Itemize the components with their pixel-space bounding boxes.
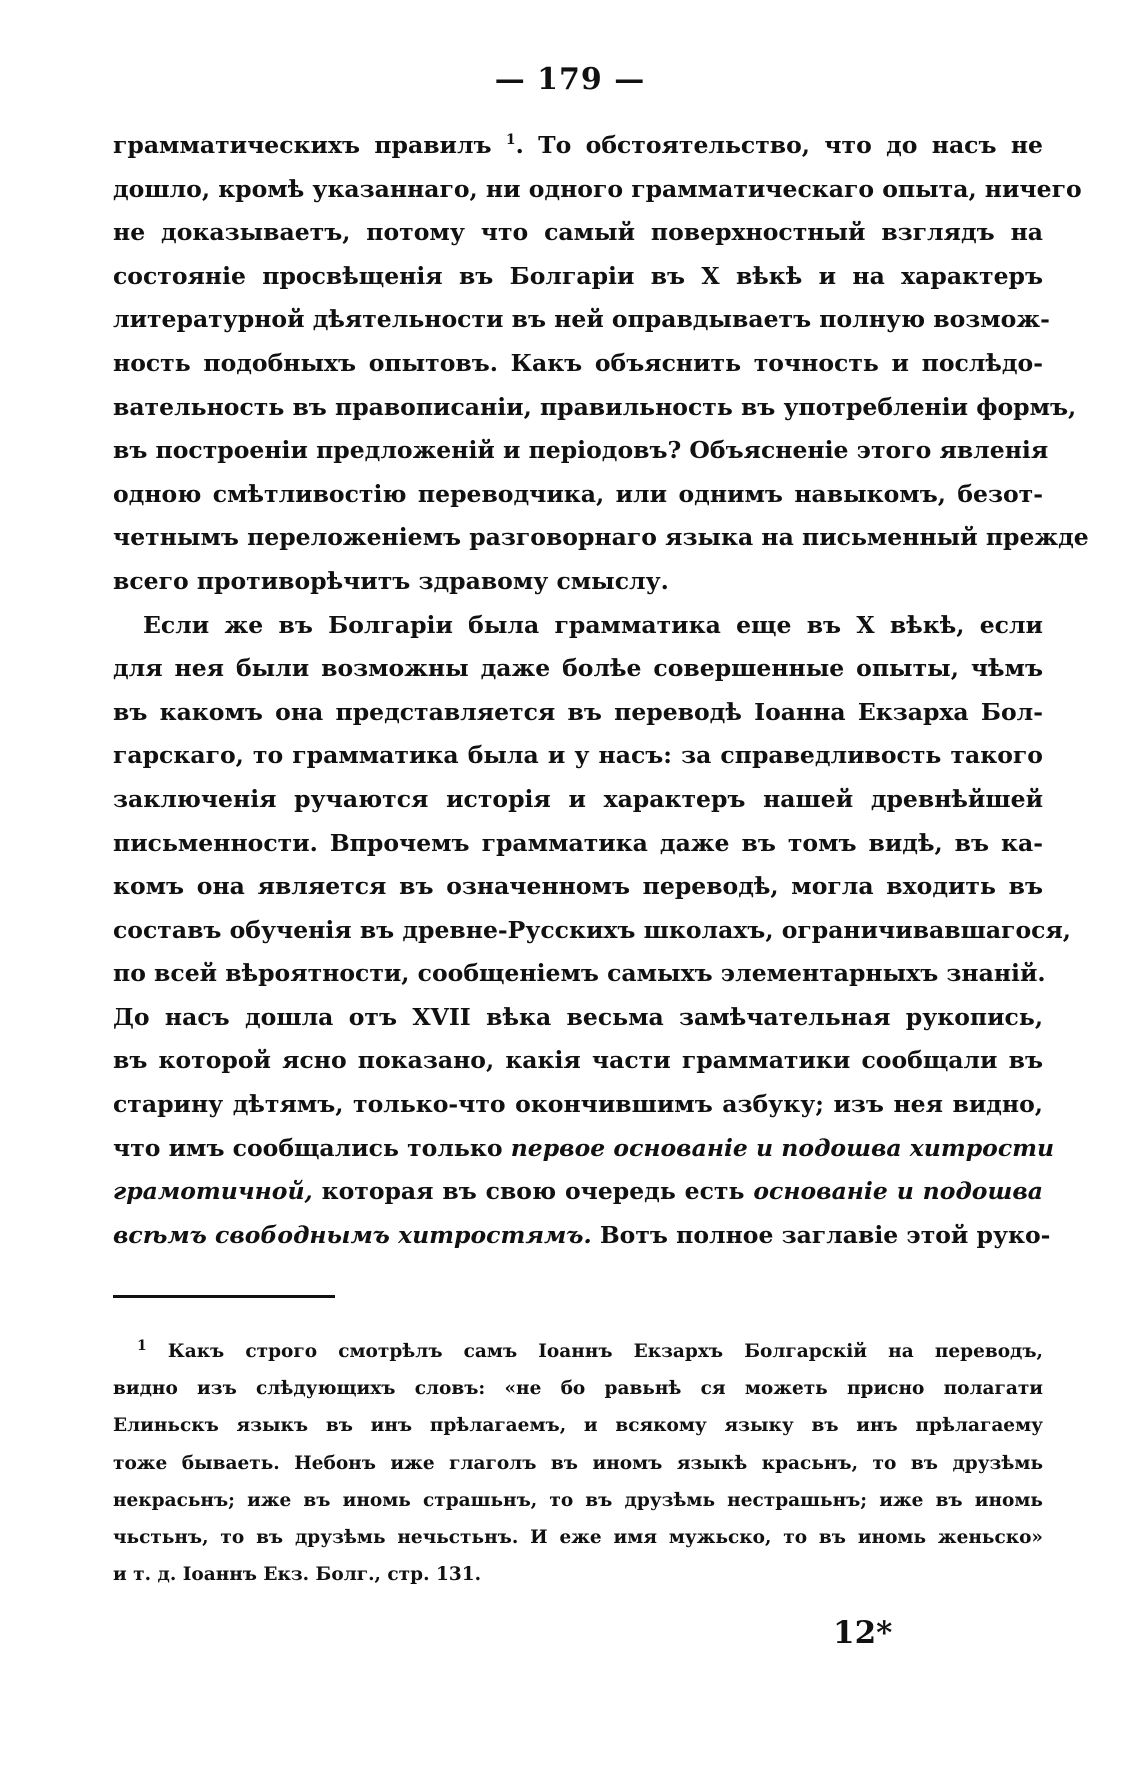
text-run: видно изъ слѣдующихъ словъ: «не бо равьнѣ ся можеть присно полагати <box>113 1378 1043 1400</box>
footnote-line <box>113 1407 1043 1444</box>
body-text <box>113 124 1089 1257</box>
text-run: ность подобныхъ опытовъ. Какъ объяснить точность и послѣдо- <box>113 348 1043 377</box>
footnote-rule <box>113 1295 335 1298</box>
text-line <box>113 560 1043 604</box>
text-line <box>113 211 1043 255</box>
text-run: некрасьнъ; иже въ иномь страшьнъ, то въ друзѣмь нестрашьнъ; иже въ иномь <box>113 1489 1043 1511</box>
page-number: — 179 — <box>494 62 646 97</box>
text-line <box>113 1039 1043 1083</box>
text-line <box>113 1214 1051 1258</box>
text-run: старину дѣтямъ, только-что окончившимъ азбуку; изъ нея видно, <box>113 1090 1043 1119</box>
italic-run: грамотичной, <box>113 1177 313 1206</box>
text-run: тоже бываеть. Небонъ иже глаголъ въ иномъ языкѣ красьнъ, то въ друзѣмь <box>113 1452 1043 1474</box>
text-run: и т. д. Iоаннъ Екз. Болг., стр. 131. <box>113 1564 482 1586</box>
text-line <box>113 298 1050 342</box>
footnote-line <box>113 1370 1043 1407</box>
text-line <box>113 691 1043 735</box>
footnote-ref: 1 <box>505 132 516 149</box>
italic-run: первое основанiе и подошва хитрости <box>510 1133 1055 1162</box>
text-line <box>113 1127 1055 1171</box>
text-line <box>113 168 1082 212</box>
text-run: комъ она является въ означенномъ переводѣ, могла входить въ <box>113 872 1043 901</box>
text-run: въ которой ясно показано, какiя части грамматики сообщали въ <box>113 1046 1043 1075</box>
italic-run: всѣмъ свободнымъ хитростямъ. <box>113 1220 592 1249</box>
text-run: четнымъ переложенiемъ разговорнаго языка на письменный прежде <box>113 523 1089 552</box>
text-run: грамматическихъ правилъ <box>113 131 506 159</box>
text-line <box>113 865 1043 909</box>
text-run: для нея были возможны даже болѣе совершенные опыты, чѣмъ <box>113 654 1043 683</box>
text-run: въ какомъ она представляется въ переводѣ Iоанна Екзарха Бол- <box>113 697 1043 726</box>
text-run: составъ обученiя въ древне-Русскихъ школахъ, ограничивавшагося, <box>113 915 1071 944</box>
text-run: которая въ свою очередь есть <box>312 1177 754 1206</box>
footnote-line <box>113 1445 1043 1482</box>
text-run: литературной дѣятельности въ ней оправдываетъ полную возмож- <box>113 305 1050 334</box>
italic-run: основанiе и подошва <box>753 1177 1043 1206</box>
text-line <box>113 1083 1043 1127</box>
footnote-line <box>113 1482 1043 1519</box>
text-run: одною смѣтливостiю переводчика, или однимъ навыкомъ, безот- <box>113 479 1043 508</box>
text-line <box>113 473 1043 517</box>
text-line <box>113 342 1043 386</box>
text-line <box>113 734 1043 778</box>
text-line <box>113 255 1043 299</box>
text-run: чьстьнъ, то въ друзѣмь нечьстьнъ. И еже имя мужьско, то въ иномь женьско» <box>113 1527 1043 1549</box>
text-line <box>113 778 1043 822</box>
text-run: не доказываетъ, потому что самый поверхностный взглядъ на <box>113 218 1043 247</box>
text-line <box>113 604 1043 648</box>
text-run: . То обстоятельство, что до насъ не <box>515 131 1043 159</box>
text-line <box>113 996 1043 1040</box>
text-run: дошло, кромѣ указаннаго, ни одного грамматическаго опыта, ничего <box>113 174 1082 203</box>
text-run: Если же въ Болгарiи была грамматика еще въ X вѣкѣ, если <box>143 610 1043 639</box>
text-line <box>113 822 1043 866</box>
text-run: Какъ строго смотрѣлъ самъ Iоаннъ Екзархъ Болгарскiй на переводъ, <box>146 1341 1043 1362</box>
text-run: Елиньскъ языкъ въ инъ прѣлагаемъ, и всякому языку въ инъ прѣлагаему <box>113 1415 1043 1437</box>
footnote-line <box>113 1556 1043 1593</box>
footnote-ref: 1 <box>137 1337 147 1354</box>
text-run: по всей вѣроятности, сообщенiемъ самыхъ элементарныхъ знанiй. <box>113 959 1046 988</box>
text-run: вательность въ правописанiи, правильность въ употребленiи формъ, <box>113 392 1077 421</box>
text-run: До насъ дошла отъ XVII вѣка весьма замѣчательная рукопись, <box>113 1002 1043 1031</box>
text-line <box>113 952 1046 996</box>
text-run: Вотъ полное заглавiе этой руко- <box>591 1220 1051 1249</box>
text-line <box>113 909 1071 953</box>
footnote-line <box>113 1519 1043 1556</box>
text-run: заключенiя ручаются исторiя и характеръ нашей древнѣйшей <box>113 784 1043 813</box>
text-line <box>113 124 1043 168</box>
text-line <box>113 516 1089 560</box>
footnote <box>113 1333 1043 1593</box>
signature-mark: 12* <box>833 1615 893 1651</box>
text-run: всего противорѣчитъ здравому смыслу. <box>113 566 669 595</box>
text-line <box>113 647 1043 691</box>
text-run: письменности. Впрочемъ грамматика даже въ томъ видѣ, въ ка- <box>113 828 1043 857</box>
text-line <box>113 386 1077 430</box>
text-line <box>113 1170 1043 1214</box>
text-run: что имъ сообщались только <box>113 1133 511 1162</box>
text-run: въ построенiи предложенiй и перiодовъ? Объясненiе этого явленiя <box>113 436 1049 465</box>
text-run: гарскаго, то грамматика была и у насъ: за справедливость такого <box>113 741 1043 770</box>
text-run: состоянiе просвѣщенiя въ Болгарiи въ X вѣкѣ и на характеръ <box>113 261 1043 290</box>
footnote-line <box>113 1333 1043 1370</box>
text-line <box>113 429 1049 473</box>
